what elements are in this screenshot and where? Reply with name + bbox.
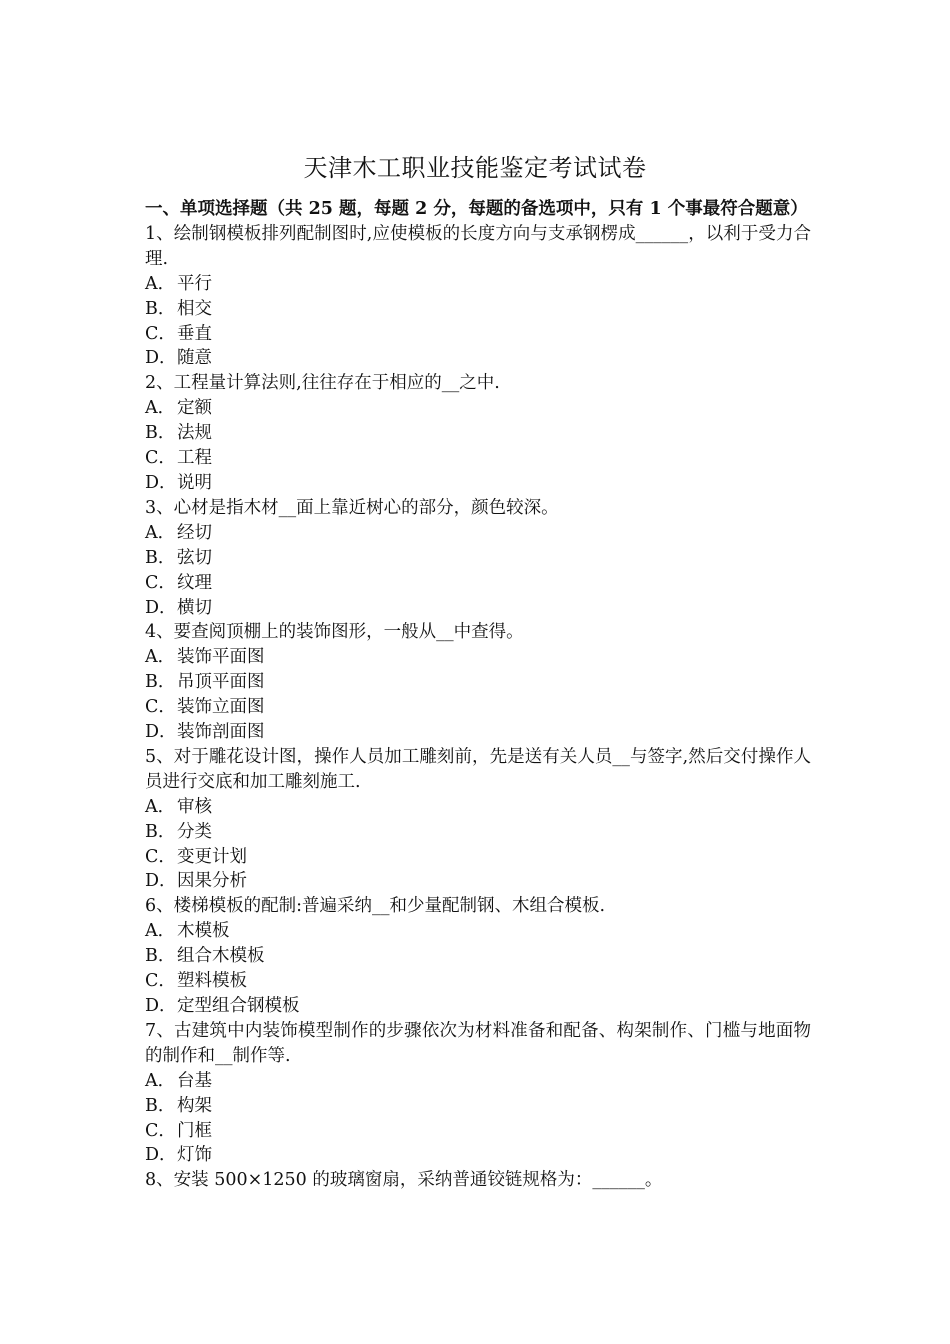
option-text: 垂直 (177, 323, 212, 344)
question-6-option-a (145, 919, 811, 944)
option-letter: B． (145, 1095, 176, 1116)
question-6-option-d (145, 994, 811, 1019)
option-text: 塑料模板 (177, 971, 247, 992)
option-text: 纹理 (177, 572, 212, 593)
question-7-option-a (145, 1069, 811, 1094)
question-5-option-d (145, 869, 811, 894)
option-text: 台基 (177, 1070, 212, 1091)
question-7-option-b (145, 1094, 811, 1119)
option-letter: D． (145, 597, 177, 618)
question-1-stem: 1、绘制钢模板排列配制图时,应使模板的长度方向与支承钢楞成______，以利于受力合理. (145, 223, 811, 269)
option-text: 随意 (177, 348, 212, 369)
option-text: 定型组合钢模板 (177, 996, 300, 1016)
question-3-option-c (145, 571, 811, 596)
question-1-option-d (145, 346, 811, 371)
option-letter: D． (145, 722, 177, 743)
question-6-stem: 6、楼梯模板的配制:普遍采纳__和少量配制钢、木组合模板. (145, 896, 606, 917)
option-letter: D． (145, 996, 177, 1016)
question-1-option-c (145, 322, 811, 347)
question-2-stem: 2、工程量计算法则,往往存在于相应的__之中. (145, 373, 500, 394)
option-text: 相交 (177, 298, 212, 319)
option-letter: C． (145, 846, 176, 867)
option-text: 灯饰 (177, 1145, 212, 1166)
question-5-option-c (145, 845, 811, 870)
option-text: 定额 (177, 398, 212, 419)
question-4-stem: 4、要查阅顶棚上的装饰图形，一般从__中查得。 (145, 622, 524, 643)
option-text: 门框 (177, 1120, 212, 1141)
option-letter: B． (145, 672, 176, 693)
question-3-option-d (145, 596, 811, 621)
option-letter: D． (145, 1145, 177, 1166)
option-letter: C． (145, 1120, 176, 1141)
option-letter: A． (145, 273, 176, 294)
section-heading: 一、单项选择题（共 25 题，每题 2 分，每题的备选项中，只有 1 个事最符合题意） (145, 199, 808, 219)
option-letter: C． (145, 971, 176, 992)
question-5-option-b (145, 820, 811, 845)
option-letter: B． (145, 946, 176, 967)
option-letter: A． (145, 522, 176, 543)
option-letter: A． (145, 1070, 176, 1091)
question-7-option-d (145, 1143, 811, 1168)
question-2-option-d (145, 471, 811, 496)
page-title: 天津木工职业技能鉴定考试试卷 (303, 154, 647, 182)
question-4-option-c (145, 695, 811, 720)
option-letter: D． (145, 348, 177, 369)
question-7-stem: 7、古建筑中内装饰模型制作的步骤依次为材料准备和配备、构架制作、门槛与地面物的制作和__制作等. (145, 1020, 811, 1066)
question-1-option-b (145, 297, 811, 322)
option-letter: C． (145, 323, 176, 344)
option-text: 说明 (177, 472, 212, 493)
exam-content (145, 197, 811, 1193)
option-text: 分类 (177, 821, 212, 842)
option-letter: B． (145, 298, 176, 319)
option-text: 吊顶平面图 (177, 672, 265, 693)
option-letter: D． (145, 871, 177, 892)
option-letter: D． (145, 472, 177, 493)
question-3-option-b (145, 546, 811, 571)
question-2-option-a (145, 396, 811, 421)
question-4-option-d (145, 720, 811, 745)
question-5-stem: 5、对于雕花设计图，操作人员加工雕刻前，先是送有关人员__与签字,然后交付操作人员进行交底和加工雕刻施工. (145, 746, 811, 792)
question-4-option-a (145, 645, 811, 670)
option-text: 木模板 (177, 921, 230, 942)
question-2-option-c (145, 446, 811, 471)
option-letter: C． (145, 572, 176, 593)
question-3-option-a (145, 521, 811, 546)
option-text: 法规 (177, 423, 212, 444)
option-text: 平行 (177, 273, 212, 294)
question-1-option-a (145, 272, 811, 297)
option-letter: A． (145, 647, 176, 668)
option-text: 构架 (177, 1095, 212, 1116)
question-6-option-c (145, 969, 811, 994)
option-letter: B． (145, 547, 176, 568)
option-letter: C． (145, 697, 176, 718)
question-8-stem: 8、安装 500×1250 的玻璃窗扇，采纳普通铰链规格为：______。 (145, 1170, 663, 1191)
option-text: 审核 (177, 796, 212, 817)
question-6-option-b (145, 944, 811, 969)
option-letter: B． (145, 821, 176, 842)
option-text: 变更计划 (177, 846, 247, 867)
option-text: 组合木模板 (177, 946, 265, 967)
option-text: 经切 (177, 522, 212, 543)
question-5-option-a (145, 795, 811, 820)
option-text: 因果分析 (177, 871, 247, 892)
option-text: 装饰立面图 (177, 697, 265, 718)
question-4-option-b (145, 670, 811, 695)
option-text: 装饰剖面图 (177, 722, 265, 743)
option-text: 横切 (177, 597, 212, 618)
option-letter: C． (145, 448, 176, 469)
option-text: 工程 (177, 448, 212, 469)
option-letter: A． (145, 398, 176, 419)
option-text: 弦切 (177, 547, 212, 568)
question-2-option-b (145, 421, 811, 446)
question-3-stem: 3、心材是指木材__面上靠近树心的部分，颜色较深。 (145, 497, 559, 518)
option-letter: B． (145, 423, 176, 444)
question-7-option-c (145, 1119, 811, 1144)
option-text: 装饰平面图 (177, 647, 265, 668)
option-letter: A． (145, 921, 176, 942)
option-letter: A． (145, 796, 176, 817)
